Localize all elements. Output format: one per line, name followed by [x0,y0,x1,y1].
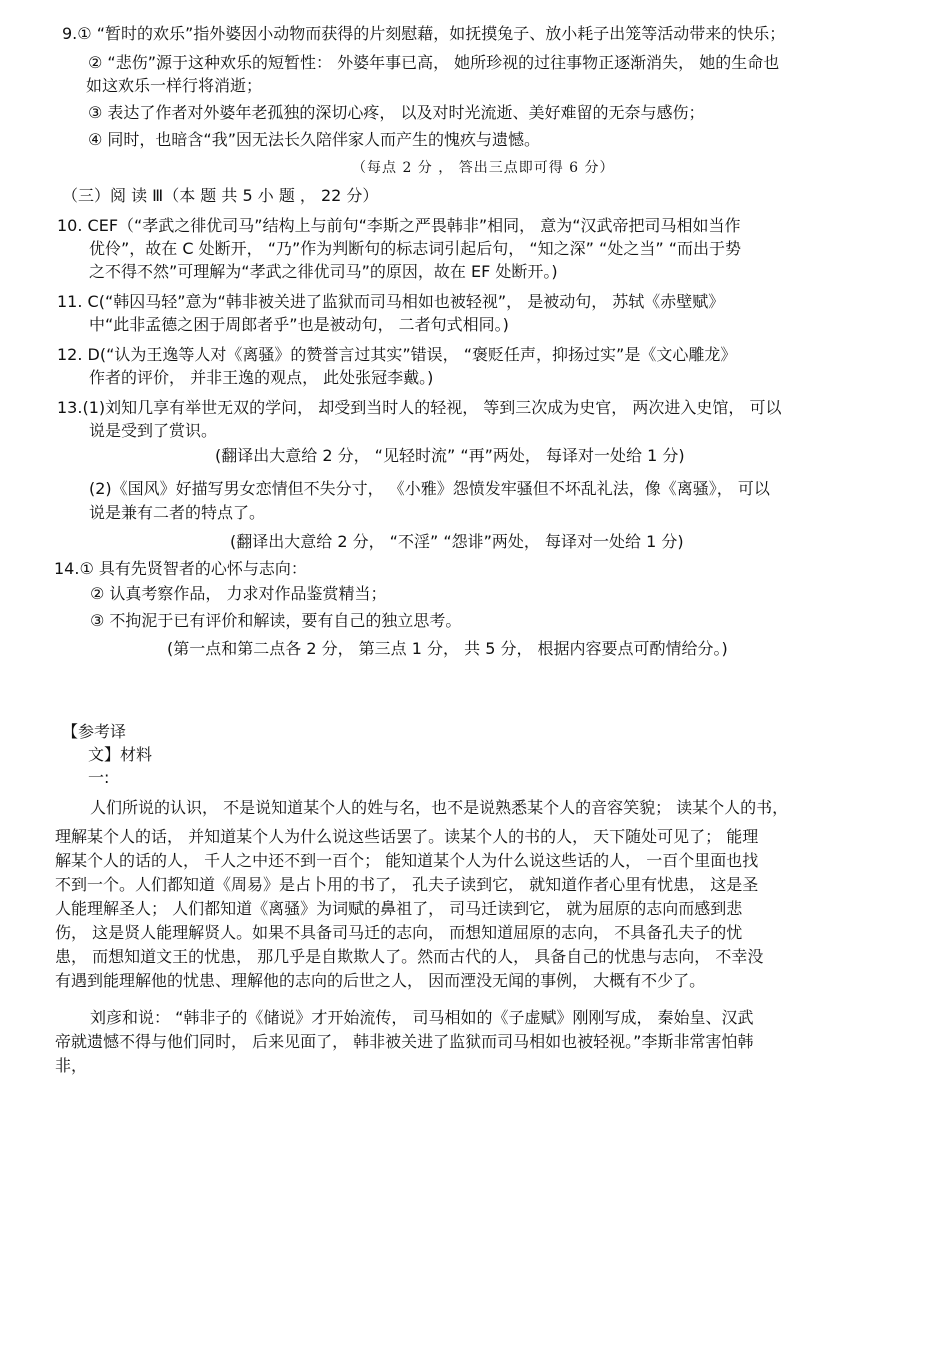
translation-p1-line-3: 解某个人的话的人， 千人之中还不到一百个； 能知道某个人为什么说这些话的人， 一百个里面也找 [55,851,759,870]
q11-line-1: 11. C(“韩囚马轻”意为“韩非被关进了监狱而司马相如也被轻视”， 是被动句， 苏轼《赤壁赋》 [57,292,725,311]
q10-line-2: 优伶”，故在 C 处断开， “乃”作为判断句的标志词引起后句， “知之深” “处之当” “而出于势 [89,239,742,258]
q9-line-2: ② “悲伤”源于这种欢乐的短暂性： 外婆年事已高， 她所珍视的过往事物正逐渐消失， 她的生命也 [88,53,780,72]
q14-line-3: ③ 不拘泥于已有评价和解读，要有自己的独立思考。 [90,611,462,630]
q9-score-note: （每点 2 分 ， 答出三点即可得 6 分） [352,160,615,176]
q10-line-1: 10. CEF（“孝武之徘优司马”结构上与前句“李斯之严畏韩非”相同， 意为“汉武帝把司马相如当作 [57,216,741,235]
q13-line-1: 13.(1)刘知几享有举世无双的学问， 却受到当时人的轻视， 等到三次成为史官， 两次进入史馆， 可以 [57,398,782,417]
q11-line-2: 中“此非孟德之困于周郎者乎”也是被动句， 二者句式相同。) [89,315,509,334]
q9-line-5: ④ 同时，也暗含“我”因无法长久陪伴家人而产生的愧疚与遗憾。 [88,130,541,149]
q9-line-1: 9.① “暂时的欢乐”指外婆因小动物而获得的片刻慰藉，如抚摸兔子、放小耗子出笼等活动带来的快乐； [62,24,786,43]
q13-score-note-1: (翻译出大意给 2 分， “见轻时流” “再”两处， 每译对一处给 1 分) [215,446,685,465]
translation-p1-line-5: 人能理解圣人； 人们都知道《离骚》为词赋的鼻祖了， 司马迁读到它， 就为屈原的志向而感到悲 [55,899,743,918]
translation-p2-line-2: 帝就遗憾不得与他们同时， 后来见面了， 韩非被关进了监狱而司马相如也被轻视。”李斯非常害怕韩 [55,1032,754,1051]
translation-p2-line-3: 非， [55,1056,88,1075]
q13-score-note-2: (翻译出大意给 2 分， “不淫” “怨诽”两处， 每译对一处给 1 分) [230,532,684,551]
translation-p2-line-1: 刘彦和说： “韩非子的《储说》才开始流传， 司马相如的《子虚赋》刚刚写成， 秦始皇、汉武 [90,1008,754,1027]
q13-line-3: (2)《国风》好描写男女恋情但不失分寸， 《小雅》怨愤发牢骚但不坏乱礼法，像《离骚》， 可以 [89,479,770,498]
q12-line-2: 作者的评价， 并非王逸的观点， 此处张冠李戴。) [89,368,434,387]
translation-p1-line-1: 人们所说的认识， 不是说知道某个人的姓与名，也不是说熟悉某个人的音容笑貌； 读某个人的书， [90,798,789,817]
q10-line-3: 之不得不然”可理解为“孝武之徘优司马”的原因，故在 EF 处断开。) [89,262,558,281]
translation-p1-line-6: 伤， 这是贤人能理解贤人。如果不具备司马迁的志向， 而想知道屈原的志向， 不具备孔夫子的忧 [55,923,743,942]
section-3-heading: （三）阅 读 Ⅲ（本 题 共 5 小 题 ， 22 分） [62,186,379,205]
translation-heading-3: 一: [88,768,110,787]
q13-line-4: 说是兼有二者的特点了。 [89,503,266,522]
translation-p1-line-4: 不到一个。人们都知道《周易》是占卜用的书了， 孔夫子读到它， 就知道作者心里有忧患， 这是圣 [55,875,759,894]
q14-line-1: 14.① 具有先贤智者的心怀与志向： [54,559,307,578]
translation-heading-2: 文】材料 [88,745,153,764]
translation-p1-line-7: 患， 而想知道文王的忧患， 那几乎是自欺欺人了。然而古代的人， 具备自己的忧患与志向， 不幸没 [55,947,764,966]
q9-line-4: ③ 表达了作者对外婆年老孤独的深切心疼， 以及对时光流逝、美好难留的无奈与感伤； [88,103,705,122]
translation-heading-1: 【参考译 [62,722,127,741]
translation-p1-line-8: 有遇到能理解他的忧患、理解他的志向的后世之人， 因而湮没无闻的事例， 大概有不少了。 [55,971,706,990]
q12-line-1: 12. D(“认为王逸等人对《离骚》的赞誉言过其实”错误， “褒贬任声，抑扬过实”是《文心雕龙》 [57,345,737,364]
q14-score-note: (第一点和第二点各 2 分， 第三点 1 分， 共 5 分， 根据内容要点可酌情给分。) [167,639,728,658]
q13-line-2: 说是受到了赏识。 [89,421,218,440]
q9-line-3: 如这欢乐一样行将消逝； [86,76,263,95]
translation-p1-line-2: 理解某个人的话， 并知道某个人为什么说这些话罢了。读某个人的书的人， 天下随处可见了； 能理 [55,827,759,846]
q14-line-2: ② 认真考察作品， 力求对作品鉴赏精当； [90,584,387,603]
